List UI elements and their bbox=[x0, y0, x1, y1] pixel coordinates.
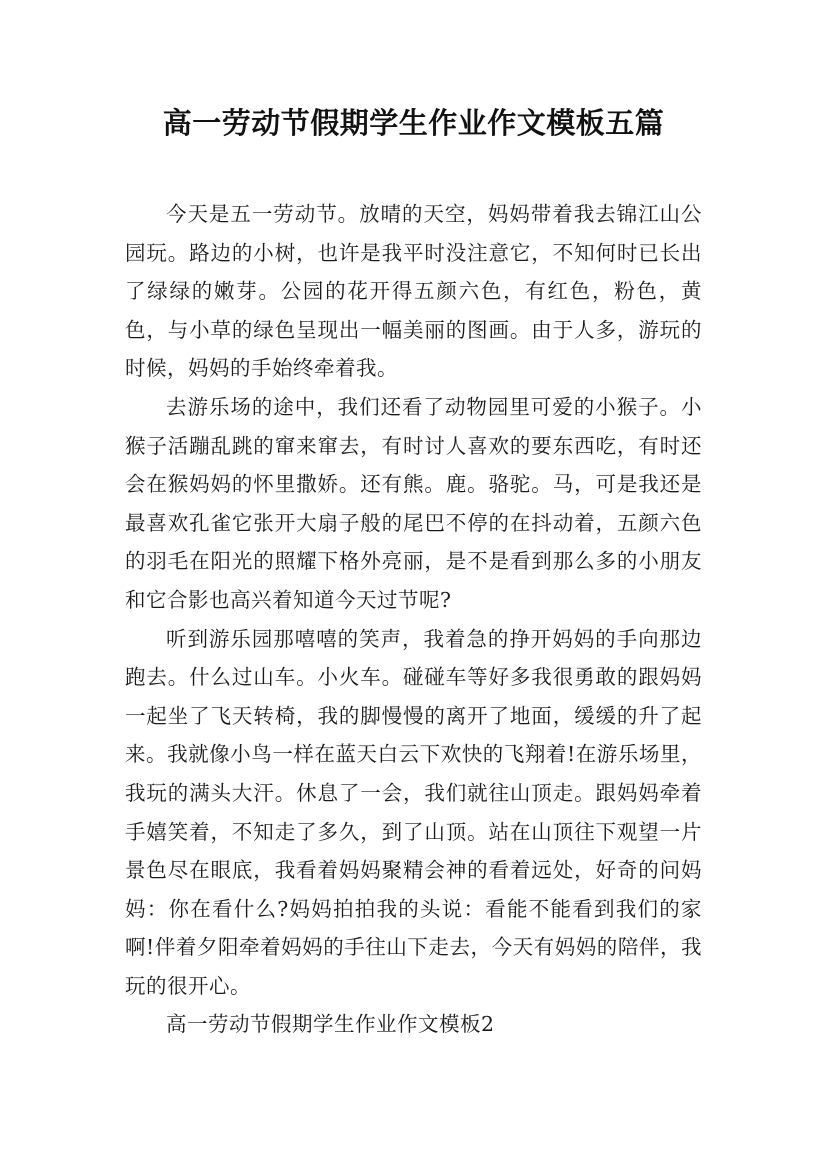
paragraph-1: 今天是五一劳动节。放晴的天空，妈妈带着我去锦江山公园玩。路边的小树，也许是我平时没注意它，不知何时已长出了绿绿的嫩芽。公园的花开得五颜六色，有红色，粉色，黄色，与小草的绿色呈现出一幅美丽的图画。由于人多，游玩的时候，妈妈的手始终牵着我。 bbox=[125, 202, 702, 381]
paragraph-3: 听到游乐园那嘻嘻的笑声，我着急的挣开妈妈的手向那边跑去。什么过山车。小火车。碰碰车等好多我很勇敢的跟妈妈一起坐了飞天转椅，我的脚慢慢的离开了地面，缓缓的升了起来。我就像小鸟一样在蓝天白云下欢快的飞翔着!在游乐场里，我玩的满头大汗。休息了一会，我们就往山顶走。跟妈妈牵着手嬉笑着，不知走了多久，到了山顶。站在山顶往下观望一片景色尽在眼底，我看着妈妈聚精会神的看着远处，好奇的问妈妈：你在看什么?妈妈拍拍我的头说：看能不能看到我们的家啊!伴着夕阳牵着妈妈的手往山下走去，今天有妈妈的陪伴，我玩的很开心。 bbox=[125, 626, 702, 998]
document-title: 高一劳动节假期学生作业作文模板五篇 bbox=[162, 106, 665, 140]
section-heading: 高一劳动节假期学生作业作文模板2 bbox=[166, 1012, 495, 1037]
paragraph-2: 去游乐场的途中，我们还看了动物园里可爱的小猴子。小猴子活蹦乱跳的窜来窜去，有时讨人喜欢的要东西吃，有时还会在猴妈妈的怀里撒娇。还有熊。鹿。骆驼。马，可是我还是最喜欢孔雀它张开大扇子般的尾巴不停的在抖动着，五颜六色的羽毛在阳光的照耀下格外亮丽，是不是看到那么多的小朋友和它合影也高兴着知道今天过节呢? bbox=[125, 394, 702, 612]
document-body bbox=[125, 195, 702, 1044]
